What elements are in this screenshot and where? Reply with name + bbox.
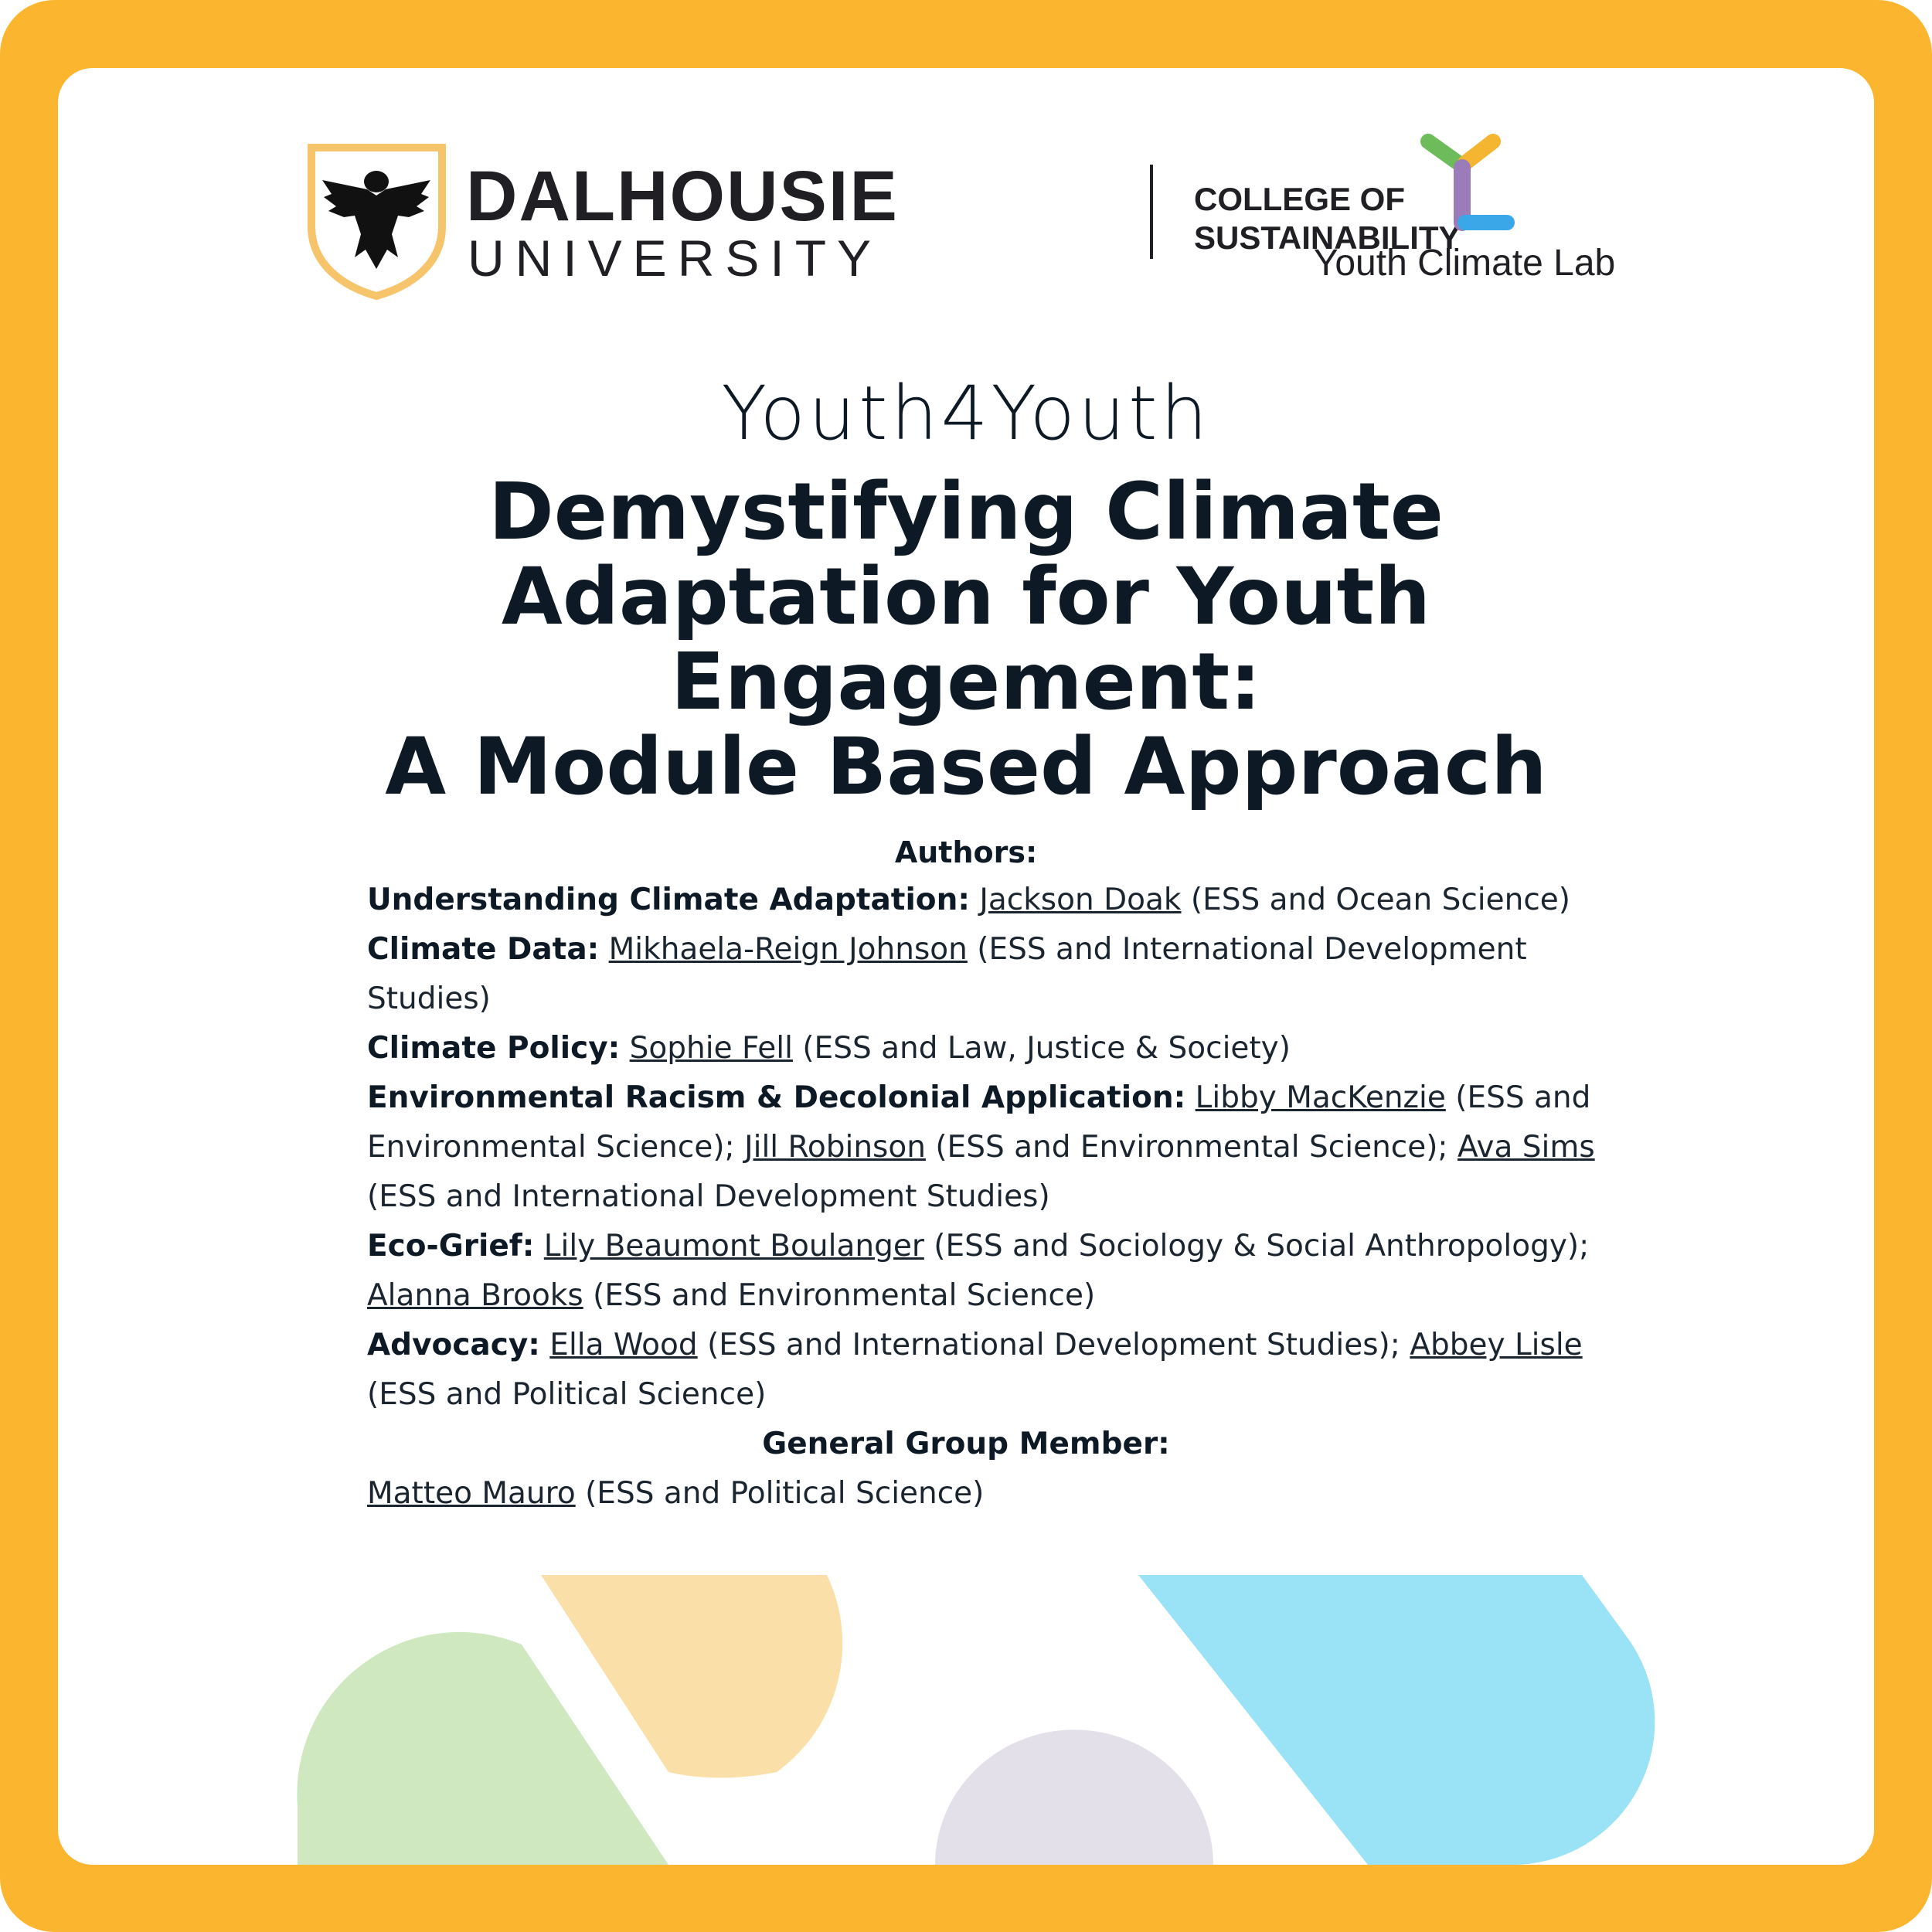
decor-lavender-shape (935, 1730, 1213, 1865)
college-line-2: SUSTAINABILITY (1194, 219, 1461, 256)
general-member-heading: General Group Member: (762, 1427, 1170, 1461)
poster-title (251, 466, 1681, 813)
author-affiliation: (ESS and Environmental Science) (593, 1278, 1096, 1313)
title-line: Demystifying Climate (488, 466, 1444, 558)
author-affiliation: (ESS and Political Science) (367, 1377, 767, 1412)
author-link[interactable]: Abbey Lisle (1410, 1328, 1583, 1362)
dalhousie-logo (305, 141, 1461, 373)
module-label: Understanding Climate Adaptation: (367, 883, 970, 917)
poster-card (58, 68, 1874, 1865)
author-link[interactable]: Sophie Fell (629, 1031, 793, 1066)
author-affiliation: (ESS and Ocean Science) (1190, 883, 1570, 917)
author-module (367, 876, 1627, 925)
author-module (367, 1073, 1627, 1222)
author-link[interactable]: Alanna Brooks (367, 1278, 583, 1313)
author-link[interactable]: Lily Beaumont Boulanger (543, 1229, 924, 1264)
author-link[interactable]: Ava Sims (1457, 1130, 1595, 1165)
module-label: Climate Policy: (367, 1031, 621, 1066)
university-name: DALHOUSIE (466, 157, 899, 236)
author-module (367, 1222, 1627, 1321)
title-line: Engagement: (671, 636, 1261, 728)
title-line: A Module Based Approach (385, 721, 1547, 813)
college-line-1: COLLEGE OF (1194, 181, 1405, 217)
author-affiliation: (ESS and Sociology & Social Anthropology); (934, 1229, 1590, 1264)
youth-climate-lab-name: Youth Climate Lab (1313, 243, 1616, 284)
author-affiliation: (ESS and Environmental Science); (935, 1130, 1448, 1165)
author-link[interactable]: Jill Robinson (744, 1130, 926, 1165)
author-link[interactable]: Mikhaela-Reign Johnson (608, 932, 968, 967)
author-affiliation: (ESS and Law, Justice & Society) (802, 1031, 1291, 1066)
author-affiliation: (ESS and International Development Studies) (367, 932, 1527, 1016)
author-module (367, 925, 1627, 1024)
author-link[interactable]: Ella Wood (549, 1328, 698, 1362)
youth-climate-lab-mark-icon (1406, 126, 1522, 242)
author-link[interactable]: Libby MacKenzie (1195, 1080, 1446, 1115)
author-link[interactable]: Jackson Doak (979, 883, 1182, 917)
author-affiliation: (ESS and Political Science) (585, 1476, 985, 1511)
author-affiliation: (ESS and International Development Studies) (367, 1179, 1050, 1214)
author-affiliation: (ESS and International Development Studies); (707, 1328, 1400, 1362)
module-label: Advocacy: (367, 1328, 540, 1362)
authors-list (367, 876, 1627, 1519)
authors-heading: Authors: (894, 835, 1038, 869)
author-module (367, 1321, 1627, 1420)
module-label: Climate Data: (367, 932, 600, 967)
logo-divider (1150, 165, 1153, 259)
module-label: Environmental Racism & Decolonial Application: (367, 1080, 1186, 1115)
general-member (367, 1469, 1627, 1519)
university-subtitle: UNIVERSITY (468, 230, 883, 287)
decor-blue-shape (1138, 1575, 1655, 1865)
author-module (367, 1024, 1627, 1073)
program-kicker: Youth4Youth (721, 370, 1211, 457)
dalhousie-shield-icon (305, 141, 448, 300)
module-label: Eco-Grief: (367, 1229, 535, 1264)
decorative-shapes (58, 1575, 1874, 1865)
title-line: Adaptation for Youth (501, 551, 1431, 643)
author-link[interactable]: Matteo Mauro (367, 1476, 576, 1511)
author-affiliation: (ESS and Environmental Science); (367, 1080, 1591, 1165)
